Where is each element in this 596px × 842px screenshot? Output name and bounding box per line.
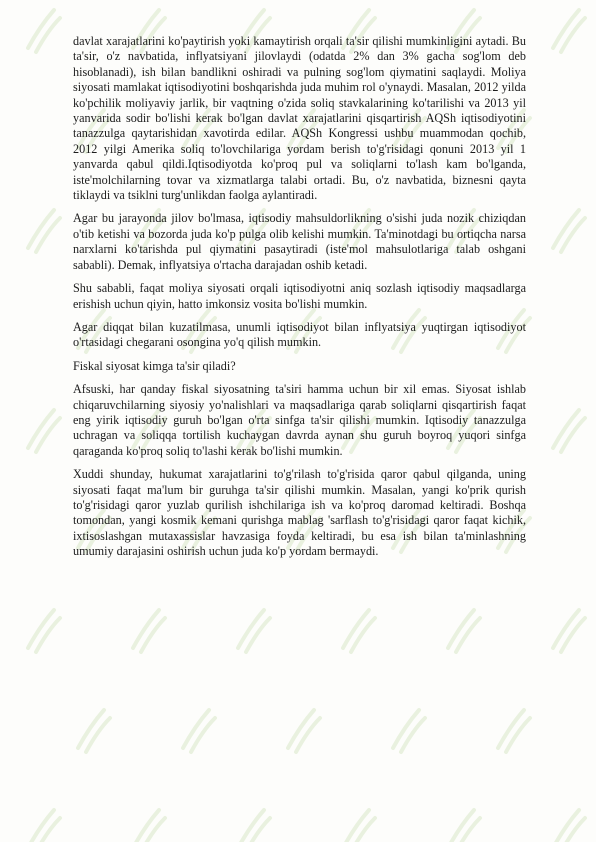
paragraph-spending-decisions: Xuddi shunday, hukumat xarajatlarini to'g'rilash to'g'risida qaror qabul qilganda, uning siyosati faqat ma'lum bir guruhga ta'sir qilishi mumkin. Masalan, yangi ko'prik qurish to'g'risidagi qaror yuzlab qurilish ishchilariga ish va ko'proq daromad keltiradi. Boshqa tomondan, yangi kosmik kemani qurishga mablag 'sarflash to'g'risidagi qaror faqat kichik, ixtisoslashgan mutaxassislar havzasiga foyda keltiradi, bu esa ish bilan ta'minlashning umumiy darajasini oshirish uchun juda ko'p yordam bermaydi. — [73, 467, 526, 559]
watermark-mark — [288, 710, 320, 752]
watermark-mark — [28, 410, 60, 452]
watermark-mark — [183, 710, 215, 752]
section-heading: Fiskal siyosat kimga ta'sir qiladi? — [73, 358, 236, 373]
watermark-mark — [553, 810, 585, 842]
watermark-mark — [393, 710, 425, 752]
watermark-mark — [553, 210, 585, 252]
watermark-mark — [133, 610, 165, 652]
watermark-mark — [133, 810, 165, 842]
watermark-mark — [498, 710, 530, 752]
watermark-mark — [28, 10, 60, 52]
watermark-mark — [28, 210, 60, 252]
watermark-mark — [238, 610, 270, 652]
document-body — [73, 34, 526, 568]
watermark-mark — [553, 410, 585, 452]
watermark-mark — [553, 10, 585, 52]
watermark-mark — [28, 810, 60, 842]
watermark-mark — [238, 810, 270, 842]
paragraph-unchecked-growth: Agar bu jarayonda jilov bo'lmasa, iqtisodiy mahsuldorlikning o'sishi juda nozik chiziqdan o'tib ketishi va bozorda juda ko'p pulga olib kelishi mumkin. Ta'minotdagi bu ortiqcha narsa narxlarni ko'tarishda pul qiymatini pasaytiradi (iste'mol mahsulotlariga talab oshgani sababli). Demak, inflyatsiya o'rtacha darajadan oshib ketadi. — [73, 211, 526, 272]
watermark-mark — [28, 610, 60, 652]
paragraph-inflation-boundary: Agar diqqat bilan kuzatilmasa, unumli iqtisodiyot bilan inflyatsiya yuqtirgan iqtisodiyot o'rtasidagi chegarani osongina yo'q qilish mumkin. — [73, 319, 526, 350]
watermark-mark — [78, 710, 110, 752]
watermark-mark — [448, 810, 480, 842]
paragraph-uneven-effects: Afsuski, har qanday fiskal siyosatning ta'siri hamma uchun bir xil emas. Siyosat ishlab chiqaruvchilarning siyosiy yo'nalishlari va maqsadlariga qarab soliqlarni qisqartirish faqat eng yirik iqtisodiy guruh bo'lgan o'rta sinfga ta'sir qilishi mumkin. Iqtisodiy tanazzulga uchragan va soliqqa tortilish kuchaygan davrda aynan shu guruh boyroq yuqori sinfga qaraganda ko'proq soliq to'lashi kerak bo'lishi mumkin. — [73, 382, 526, 458]
paragraph-fine-tuning: Shu sababli, faqat moliya siyosati orqali iqtisodiyotni aniq sozlash iqtisodiy maqsadlarga erishish uchun qiyin, hatto imkonsiz vosita bo'lishi mumkin. — [73, 281, 526, 311]
watermark-mark — [448, 610, 480, 652]
watermark-mark — [553, 610, 585, 652]
watermark-mark — [343, 610, 375, 652]
paragraph-fiscal-policy-intro: davlat xarajatlarini ko'paytirish yoki kamaytirish orqali ta'sir qilishi mumkinligini aytadi. Bu ta'sir, o'z navbatida, inflyatsiyani jilovlaydi (odatda 2% dan 3% gacha sog'lom deb hisoblanadi), ish bilan bandlikni oshiradi va pulning sog'lom qiymatini saqlaydi. Moliya siyosati mamlakat iqtisodiyotini boshqarishda juda muhim rol o'ynaydi. Masalan, 2012 yilda ko'pchilik moliyaviy jarlik, bir vaqtning o'zida soliq stavkalarining ko'tarilishi va 2013 yil yanvarida sodir bo'lishi kerak bo'lgan davlat xarajatlarini qisqartirish AQSh iqtisodiyotini tanazzulga qaytarishidan xavotirda edilar. AQSh Kongressi ushbu muammodan qochib, 2012 yilgi Amerika soliq to'lovchilariga yordam berish to'g'risidagi qonuni 2013 yil 1 yanvarda qabul qildi.Iqtisodiyotda ko'proq pul va soliqlarni to'lash kam bo'lganda, iste'molchilarning tovar va xizmatlarga talabi ortadi. Bu, o'z navbatida, biznesni qayta tiklaydi va tsiklni turg'unlikdan faolga aylantiradi. — [73, 34, 526, 203]
watermark-mark — [343, 810, 375, 842]
